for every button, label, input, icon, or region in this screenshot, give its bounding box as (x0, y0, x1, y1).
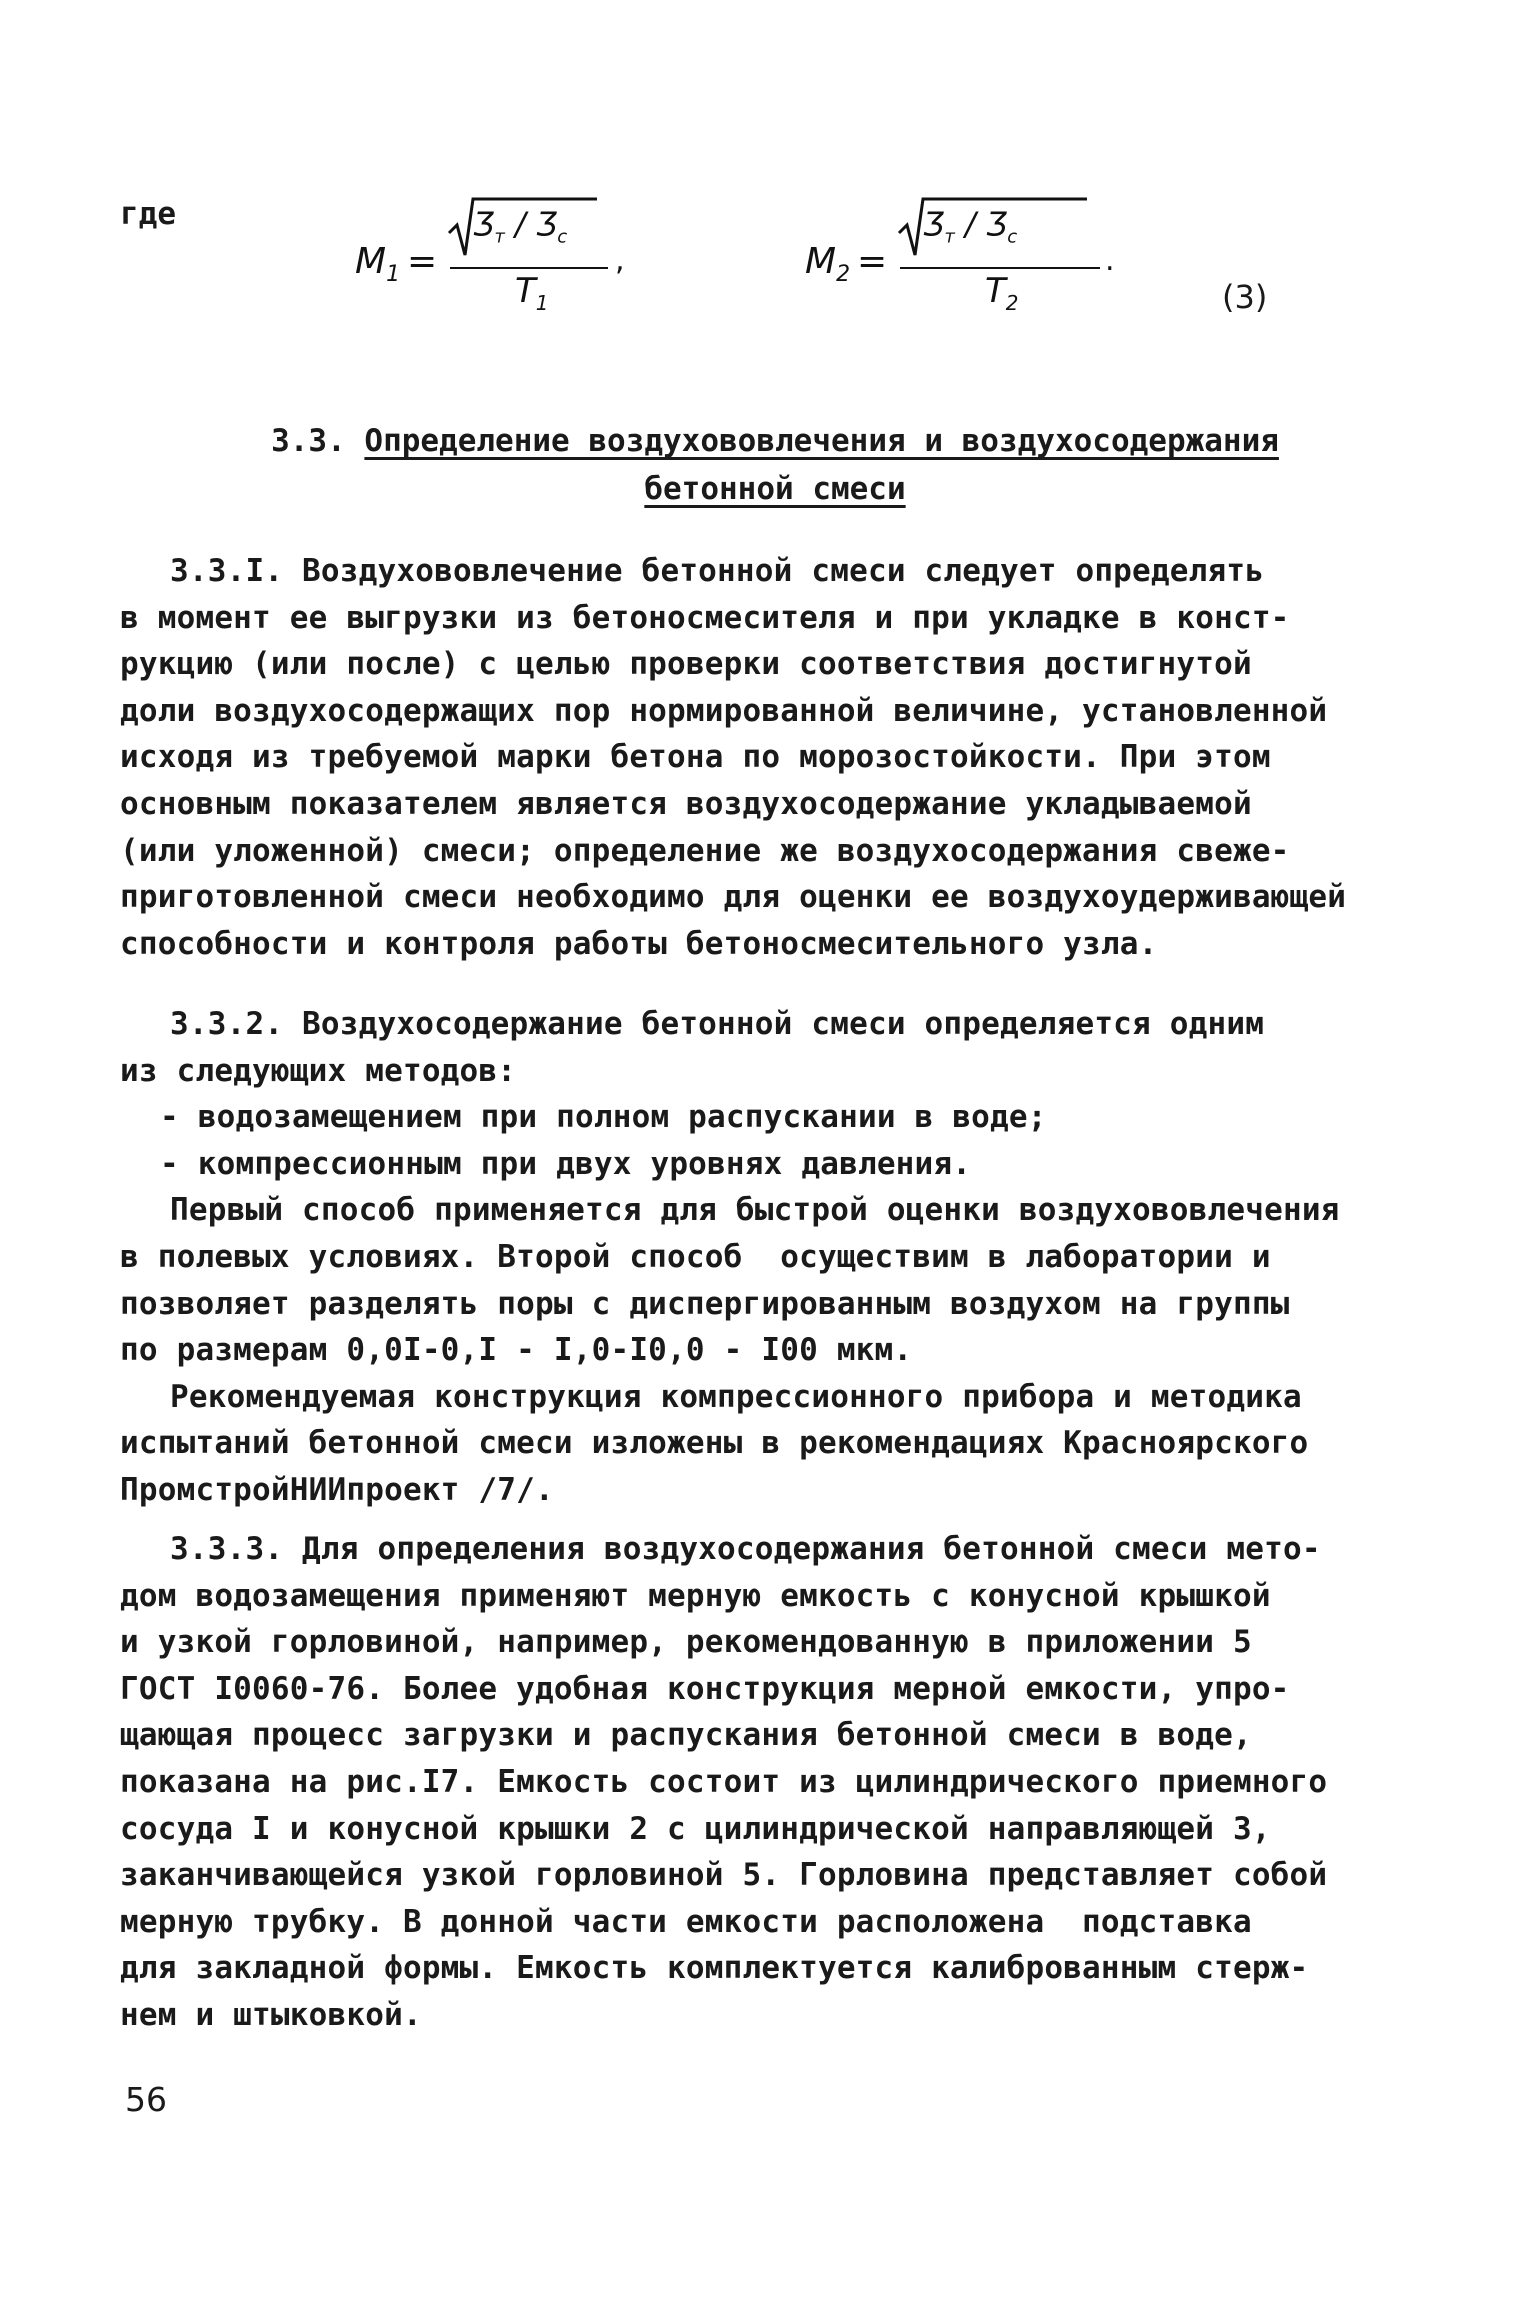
text-line: заканчивающейся узкой горловиной 5. Горловина представляет собой (120, 1857, 1328, 1894)
text-line: 3.3.3. Для определения воздухосодержания бетонной смеси мето- (170, 1531, 1321, 1567)
text-line: испытаний бетонной смеси изложены в рекомендациях Красноярского (120, 1425, 1309, 1462)
formula-m2 (805, 195, 1135, 320)
text-line: Рекомендуемая конструкция компрессионного прибора и методика (170, 1378, 1302, 1415)
equals-sign: = (857, 241, 888, 282)
paragraph-3-3-2 (120, 1001, 1420, 1514)
text-line: по размерам 0,0I-0,I - I,0-I0,0 - I00 мкм. (120, 1332, 913, 1369)
text-line: ПромстройНИИпроект /7/. (120, 1471, 554, 1508)
list-item: - водозамещением при полном распускании в воде; (160, 1099, 1047, 1136)
text-line: исходя из требуемой марки бетона по морозостойкости. При этом (120, 739, 1271, 776)
fraction-bar (900, 267, 1100, 269)
text-line: мерную трубку. В донной части емкости расположена подставка (120, 1903, 1252, 1940)
where-label: где (120, 196, 176, 232)
text-line: (или уложенной) смеси; определение же воздухосодержания свеже- (120, 832, 1290, 869)
formula-numerator: $Ʒ_т$ / $Ʒ_c$ (923, 205, 1018, 248)
equals-sign: = (407, 241, 438, 282)
page-number: 56 (125, 2080, 167, 2119)
text-line: 3.3.I. Воздухововлечение бетонной смеси следует определять (170, 553, 1265, 589)
text-line: показана на рис.I7. Емкость состоит из цилиндрического приемного (120, 1763, 1328, 1800)
text-line: 3.3.2. Воздухосодержание бетонной смеси определяется одним (170, 1006, 1265, 1042)
list-item: - компрессионным при двух уровнях давления. (160, 1145, 972, 1182)
formula-punctuation: . (1105, 243, 1115, 278)
formula-numerator: $Ʒ_т$ / $Ʒ_c$ (473, 205, 568, 248)
text-line: доли воздухосодержащих пор нормированной величине, установленной (120, 692, 1328, 729)
text-line: дом водозамещения применяют мерную емкость с конусной крышкой (120, 1577, 1271, 1614)
text-line: Первый способ применяется для быстрой оценки воздухововлечения (170, 1192, 1340, 1229)
text-line: и узкой горловиной, например, рекомендованную в приложении 5 (120, 1624, 1252, 1661)
text-line: нем и штыковкой. (120, 1996, 422, 2033)
section-title-line2: бетонной смеси (644, 471, 906, 507)
text-line: рукцию (или после) с целью проверки соответствия достигнутой (120, 646, 1252, 683)
text-line: способности и контроля работы бетоносмесительного узла. (120, 925, 1158, 962)
section-title-line1: Определение воздухововлечения и воздухосодержания (364, 423, 1279, 459)
text-line: в полевых условиях. Второй способ осуществим в лаборатории и (120, 1238, 1271, 1275)
section-heading (200, 418, 1350, 464)
text-line: сосуда I и конусной крышки 2 с цилиндрической направляющей 3, (120, 1810, 1271, 1847)
section-heading-continued (200, 466, 1350, 512)
text-line: позволяет разделять поры с диспергированным воздухом на группы (120, 1285, 1290, 1322)
formula-lhs: $M_2$ (805, 241, 851, 288)
formula-denominator: $T_1$ (515, 271, 549, 315)
text-line: из следующих методов: (120, 1052, 517, 1089)
text-line: основным показателем является воздухосодержание укладываемой (120, 785, 1252, 822)
text-line: щающая процесс загрузки и распускания бетонной смеси в воде, (120, 1717, 1252, 1754)
text-line: в момент ее выгрузки из бетоносмесителя и при укладке в конст- (120, 599, 1290, 636)
equation-number: (3) (1222, 278, 1268, 316)
fraction-bar (450, 267, 608, 269)
formula-denominator: $T_2$ (985, 271, 1019, 315)
formula-punctuation: , (615, 243, 625, 278)
paragraph-3-3-1 (120, 548, 1420, 967)
formula-m1 (355, 195, 645, 320)
paragraph-3-3-3 (120, 1526, 1420, 2039)
text-line: приготовленной смеси необходимо для оценки ее воздухоудерживающей (120, 879, 1347, 916)
formula-lhs: $M_1$ (355, 241, 401, 288)
section-number: 3.3. (271, 423, 346, 459)
text-line: для закладной формы. Емкость комплектуется калиброванным стерж- (120, 1950, 1309, 1987)
text-line: ГОСТ I0060-76. Более удобная конструкция мерной емкости, упро- (120, 1670, 1290, 1707)
